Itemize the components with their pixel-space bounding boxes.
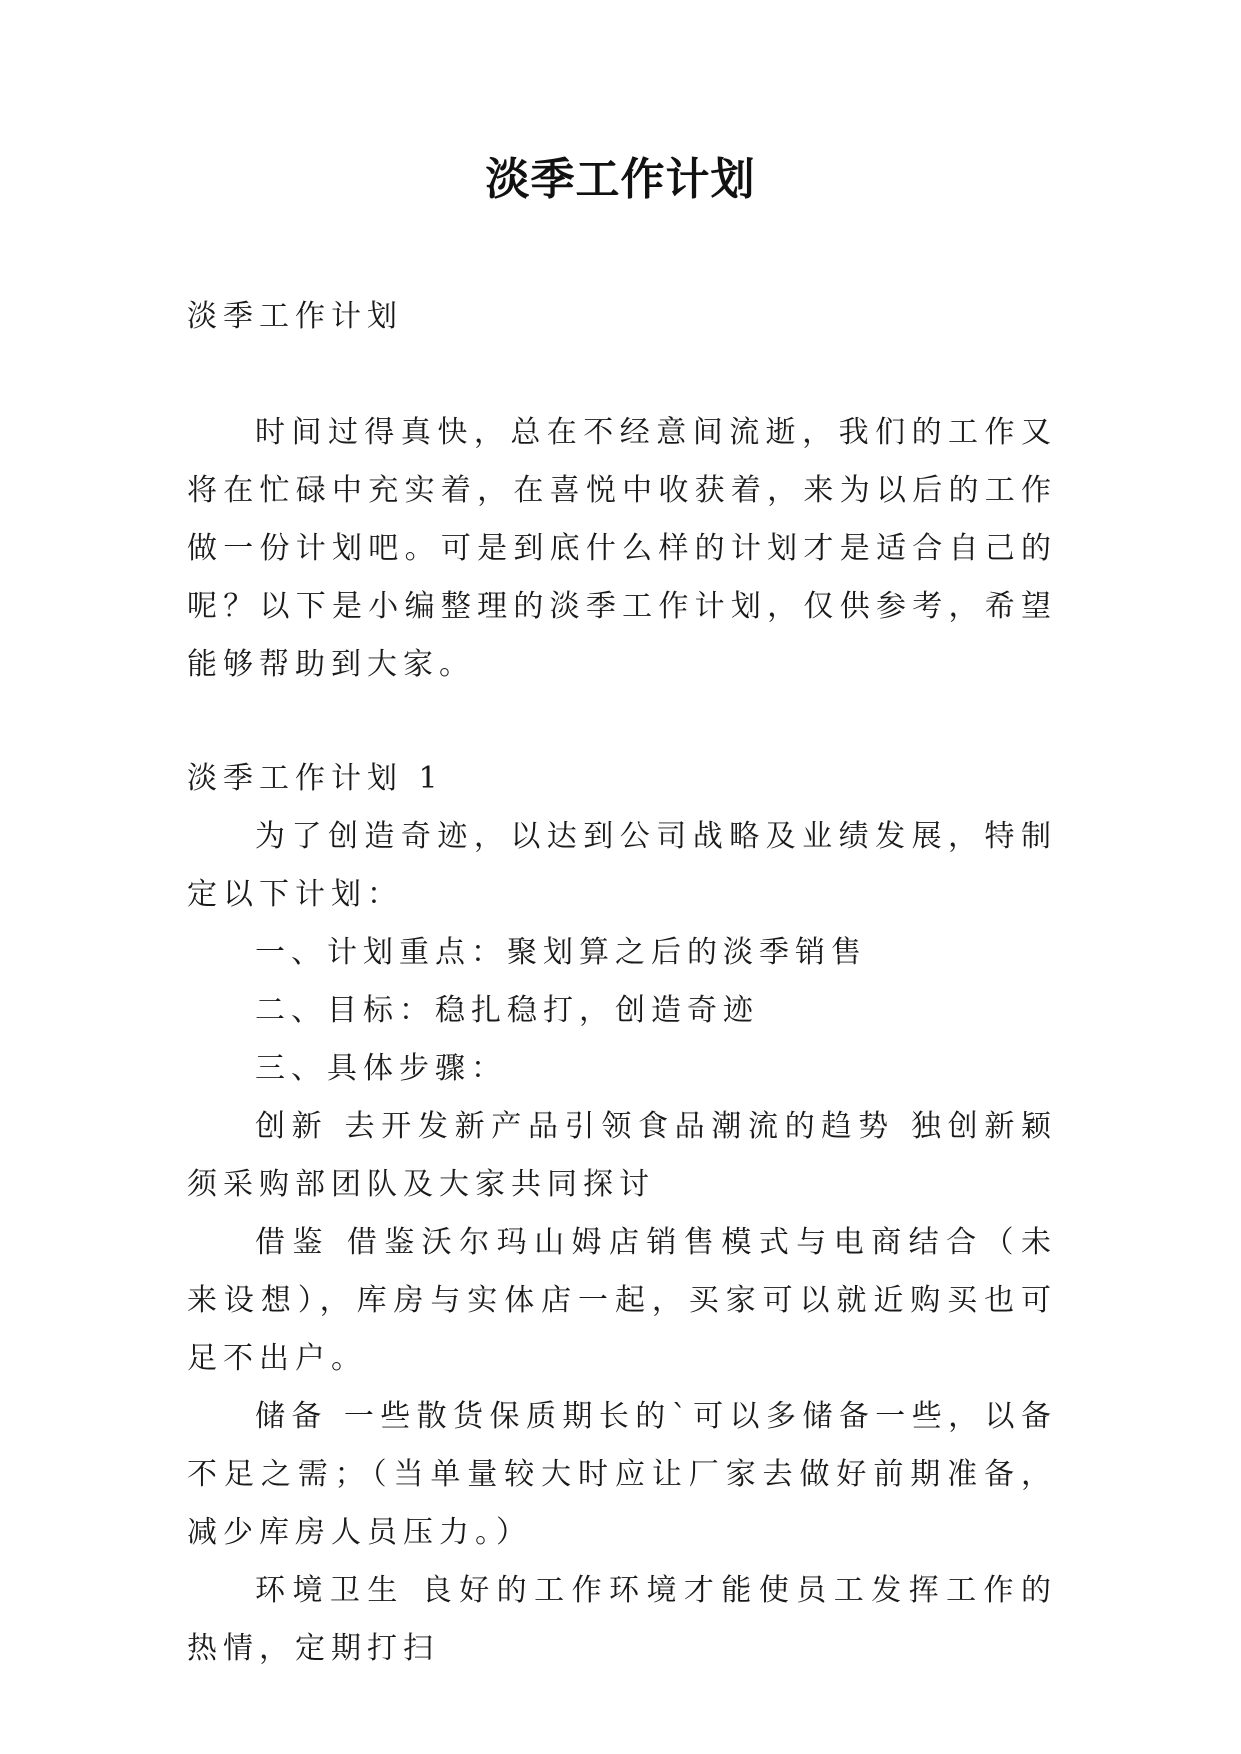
body-paragraph-innovation: 创新 去开发新产品引领食品潮流的趋势 独创新颖 须采购部团队及大家共同探讨 — [187, 1109, 1057, 1202]
document-title: 淡季工作计划 — [485, 154, 756, 205]
body-paragraph-purpose: 为了创造奇迹，以达到公司战略及业绩发展，特制定以下计划： — [187, 819, 1057, 912]
body-paragraph-goal: 二、目标：稳扎稳打，创造奇迹 — [255, 993, 759, 1028]
section-heading: 淡季工作计划 1 — [187, 761, 444, 796]
body-paragraph-reserve: 储备 一些散货保质期长的`可以多储备一些，以备不足之需；（当单量较大时应让厂家去做好前期准备，减少库房人员压力。） — [187, 1399, 1057, 1550]
body-paragraph-focus: 一、计划重点：聚划算之后的淡季销售 — [255, 935, 867, 970]
document-body — [187, 288, 1057, 1678]
document-subtitle: 淡季工作计划 — [187, 299, 403, 334]
body-paragraph-reference: 借鉴 借鉴沃尔玛山姆店销售模式与电商结合（未来设想），库房与实体店一起，买家可以就近购买也可足不出户。 — [187, 1225, 1057, 1376]
body-paragraph-hygiene: 环境卫生 良好的工作环境才能使员工发挥工作的热情，定期打扫 — [187, 1573, 1057, 1666]
body-paragraph-steps: 三、具体步骤： — [255, 1051, 507, 1086]
intro-paragraph: 时间过得真快，总在不经意间流逝，我们的工作又将在忙碌中充实着，在喜悦中收获着，来为以后的工作做一份计划吧。可是到底什么样的计划才是适合自己的呢？以下是小编整理的淡季工作计划，仅供参考，希望能够帮助到大家。 — [187, 415, 1057, 682]
